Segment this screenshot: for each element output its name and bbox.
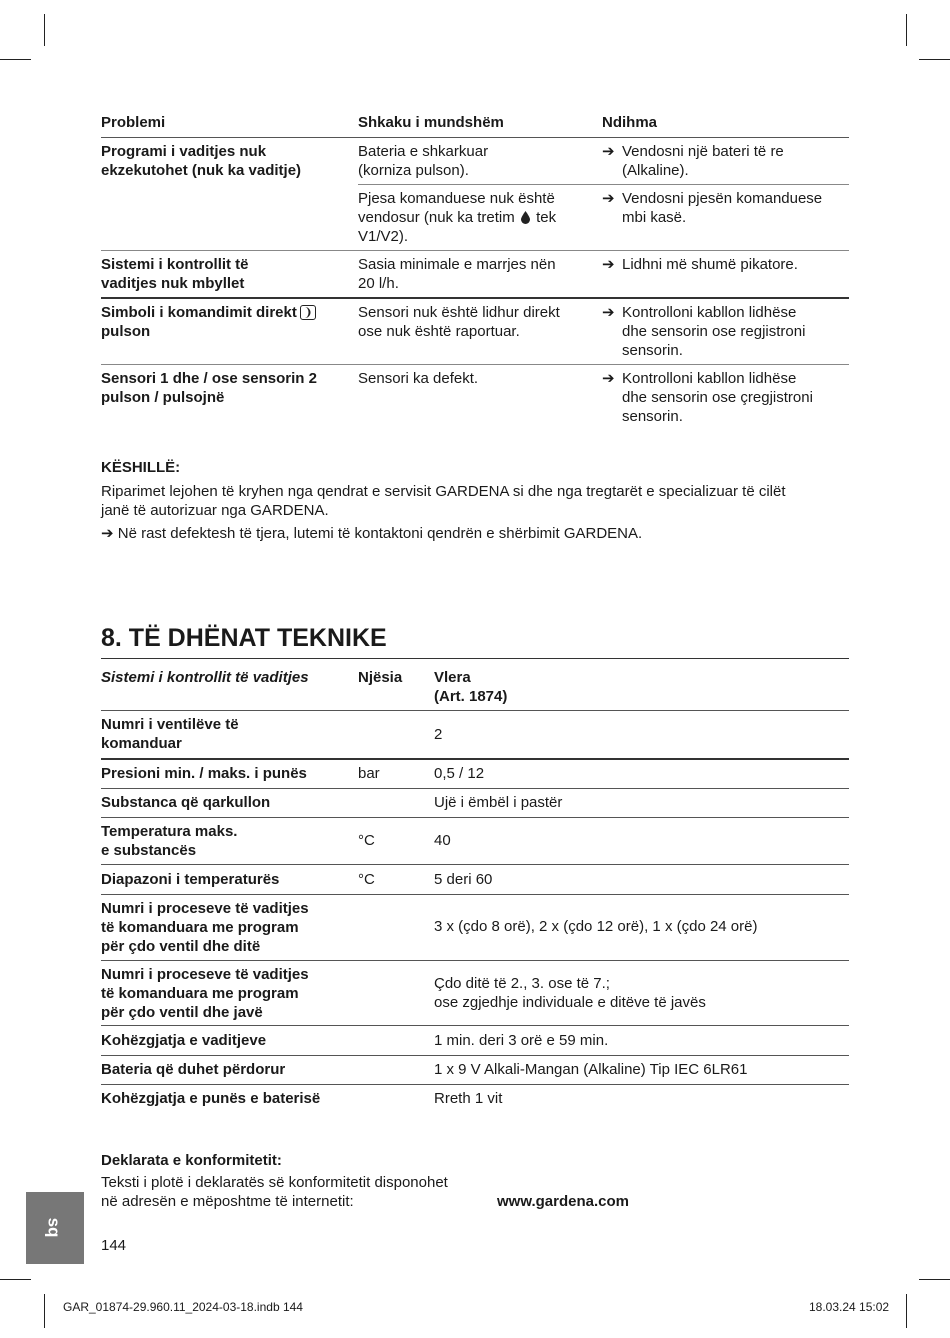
crop-mark	[906, 1294, 907, 1328]
tech-label: Diapazoni i temperaturës	[101, 871, 280, 888]
tech-value: Rreth 1 vit	[434, 1090, 503, 1107]
tech-label: Substanca që qarkullon	[101, 794, 271, 811]
conformity-heading: Deklarata e konformitetit:	[101, 1152, 282, 1169]
tip-heading: KËSHILLË:	[101, 459, 181, 476]
cause-cell: Pjesa komanduese nuk është vendosur (nuk ka tretim tek V1/V2).	[358, 190, 557, 245]
crop-mark	[919, 59, 950, 60]
header-problem: Problemi	[101, 114, 166, 131]
tech-unit: °C	[358, 871, 375, 888]
help-cell: ➔ Kontrolloni kabllon lidhëse dhe sensorin ose regjistroni sensorin.	[602, 304, 806, 359]
table-rule	[101, 864, 849, 865]
tech-value: 2	[434, 726, 443, 743]
tech-label: Presioni min. / maks. i punës	[101, 765, 307, 782]
cause-cell: Sensori nuk është lidhur direkt ose nuk është raportuar.	[358, 304, 560, 340]
direct-control-icon	[300, 305, 316, 320]
table-rule	[101, 758, 849, 760]
crop-mark	[44, 1294, 45, 1328]
header-help: Ndihma	[602, 114, 658, 131]
tech-value: 3 x (çdo 8 orë), 2 x (çdo 12 orë), 1 x (çdo 24 orë)	[434, 918, 758, 935]
tip-arrow-line: ➔ Në rast defektesh të tjera, lutemi të kontaktoni qendrën e shërbimit GARDENA.	[101, 525, 643, 542]
tech-value: 1 x 9 V Alkali-Mangan (Alkaline) Tip IEC 6LR61	[434, 1061, 748, 1078]
cause-cell: Sasia minimale e marrjes nën 20 l/h.	[358, 256, 556, 292]
tech-label: Bateria që duhet përdorur	[101, 1061, 286, 1078]
water-drop-icon	[521, 211, 530, 224]
table-rule	[101, 817, 849, 818]
table-rule	[101, 658, 849, 659]
arrow-right-icon: ➔	[602, 256, 615, 273]
tech-value: Ujë i ëmbël i pastër	[434, 794, 563, 811]
table-rule	[101, 894, 849, 895]
help-cell: ➔ Vendosni një bateri të re (Alkaline).	[602, 143, 784, 179]
problem-cell: Simboli i komandimit direkt pulson	[101, 303, 316, 341]
tech-value: Çdo ditë të 2., 3. ose të 7.; ose zgjedhje individuale e ditëve të javës	[434, 975, 706, 1011]
table-rule	[101, 710, 849, 711]
tech-header-label: Sistemi i kontrollit të vaditjes	[101, 669, 309, 686]
tech-value: 1 min. deri 3 orë e 59 min.	[434, 1032, 609, 1049]
footer-file: GAR_01874-29.960.11_2024-03-18.indb 144	[63, 1300, 303, 1314]
table-rule	[101, 137, 849, 138]
table-rule	[101, 960, 849, 961]
section-title: 8. TË DHËNAT TEKNIKE	[101, 624, 387, 652]
tech-label: Temperatura maks. e substancës	[101, 823, 238, 859]
table-rule	[101, 250, 849, 251]
help-cell: ➔ Kontrolloni kabllon lidhëse dhe sensorin ose çregjistroni sensorin.	[602, 370, 813, 425]
table-rule	[101, 364, 849, 365]
page-number: 144	[101, 1237, 127, 1254]
tech-label: Numri i proceseve të vaditjes të komanduara me program për çdo ventil dhe ditë	[101, 900, 309, 955]
language-tab: sq	[26, 1192, 84, 1264]
help-cell: ➔ Vendosni pjesën komanduese mbi kasë.	[602, 190, 823, 226]
footer-date: 18.03.24 15:02	[809, 1300, 890, 1314]
tech-value: 0,5 / 12	[434, 765, 485, 782]
tip-text: Riparimet lejohen të kryhen nga qendrat e servisit GARDENA si dhe nga tregtarët e specializuar të cilët janë të autorizuar nga GARDENA.	[101, 483, 786, 519]
crop-mark	[919, 1279, 950, 1280]
tech-header-unit: Njësia	[358, 669, 403, 686]
crop-mark	[0, 1279, 31, 1280]
table-rule	[101, 1025, 849, 1026]
table-rule	[101, 1055, 849, 1056]
conformity-url[interactable]: www.gardena.com	[497, 1193, 629, 1210]
arrow-right-icon: ➔	[602, 370, 615, 387]
table-rule	[358, 184, 849, 185]
crop-mark	[44, 14, 45, 46]
problem-cell: Sistemi i kontrollit të vaditjes nuk mbyllet	[101, 256, 249, 292]
problem-cell: Programi i vaditjes nuk ekzekutohet (nuk ka vaditje)	[101, 143, 302, 179]
header-cause: Shkaku i mundshëm	[358, 114, 504, 131]
arrow-right-icon: ➔	[602, 304, 615, 321]
help-cell: ➔ Lidhni më shumë pikatore.	[602, 256, 798, 273]
tech-unit: °C	[358, 832, 375, 849]
arrow-right-icon: ➔	[602, 143, 615, 160]
crop-mark	[906, 14, 907, 46]
cause-cell: Bateria e shkarkuar (korniza pulson).	[358, 143, 489, 179]
tech-unit: bar	[358, 765, 380, 782]
tech-label: Kohëzgjatja e punës e baterisë	[101, 1090, 321, 1107]
tech-label: Numri i ventilëve të komanduar	[101, 716, 239, 752]
tech-value: 5 deri 60	[434, 871, 493, 888]
table-rule	[101, 788, 849, 789]
table-rule	[101, 1084, 849, 1085]
tech-label: Kohëzgjatja e vaditjeve	[101, 1032, 267, 1049]
cause-cell: Sensori ka defekt.	[358, 370, 479, 387]
tech-label: Numri i proceseve të vaditjes të komanduara me program për çdo ventil dhe javë	[101, 966, 309, 1021]
arrow-right-icon: ➔	[602, 190, 615, 207]
conformity-text: Teksti i plotë i deklaratës së konformitetit disponohet në adresën e mëposhtme të internetit:	[101, 1174, 448, 1210]
tech-header-value: Vlera (Art. 1874)	[434, 669, 508, 705]
crop-mark	[0, 59, 31, 60]
table-rule	[101, 297, 849, 299]
arrow-right-icon: ➔	[101, 525, 114, 542]
tech-value: 40	[434, 832, 451, 849]
problem-cell: Sensori 1 dhe / ose sensorin 2 pulson / pulsojnë	[101, 370, 317, 406]
